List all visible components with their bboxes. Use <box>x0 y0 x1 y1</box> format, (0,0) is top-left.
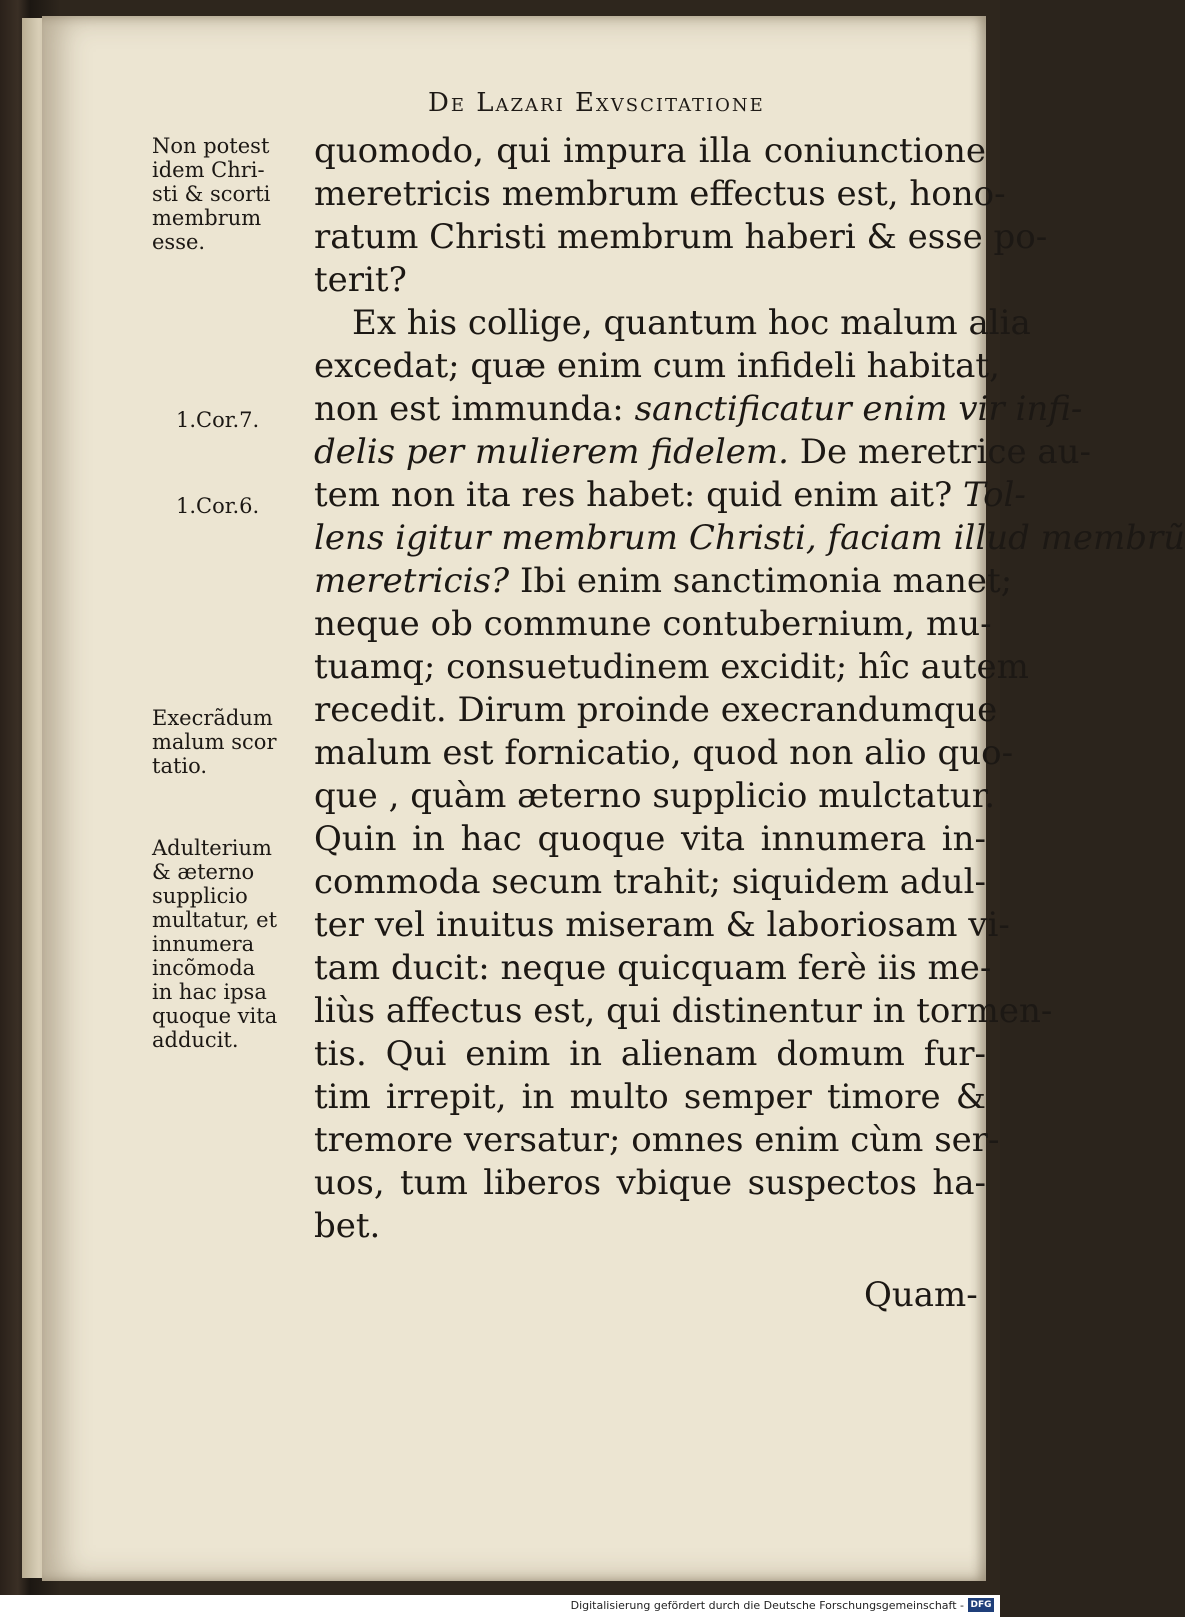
text-line: que , quàm æterno supplicio mulctatur. <box>314 776 996 816</box>
text-line: Quin in hac quoque vita innumera in- <box>314 819 986 859</box>
margin-line: multatur, et <box>152 908 278 932</box>
text-line: bet. <box>314 1206 381 1246</box>
text-span: De meretrice au- <box>799 432 1092 472</box>
text-line <box>314 560 1013 603</box>
margin-line: membrum <box>152 206 262 230</box>
margin-line: tatio. <box>152 754 208 778</box>
text-line: terit? <box>314 260 407 300</box>
margin-note-2 <box>152 706 312 778</box>
running-head: De Lazari Exvscitatione <box>428 88 765 118</box>
text-line: Ex his collige, quantum hoc malum alia <box>352 303 1031 343</box>
text-line <box>314 431 1092 474</box>
text-line: malum est fornicatio, quod non alio quo- <box>314 733 1014 773</box>
margin-line: innumera <box>152 932 255 956</box>
scripture-quote: delis per mulierem fidelem. <box>314 432 789 472</box>
text-line: uos, tum liberos vbique suspectos ha- <box>314 1163 986 1203</box>
text-line: tuamq; consuetudinem excidit; hîc autem <box>314 647 1029 687</box>
margin-line: malum scor <box>152 730 277 754</box>
scripture-quote: Tol- <box>963 475 1026 515</box>
text-line: tis. Qui enim in alienam domum fur- <box>314 1034 986 1074</box>
footer-credit: Digitalisierung gefördert durch die Deutsche Forschungsgemeinschaft - <box>570 1599 964 1612</box>
margin-line: in hac ipsa <box>152 980 267 1004</box>
text-span: non est immunda: <box>314 389 624 429</box>
margin-line: 1.Cor.7. <box>176 408 260 432</box>
text-line: tam ducit: neque quicquam ferè iis me- <box>314 948 992 988</box>
catchword: Quam- <box>864 1275 978 1315</box>
margin-note-3 <box>152 836 312 1052</box>
text-line: liùs affectus est, qui distinentur in tormen- <box>314 991 1053 1031</box>
margin-line: supplicio <box>152 884 248 908</box>
margin-line: & æterno <box>152 860 255 884</box>
margin-note-ref-1cor6 <box>176 494 336 518</box>
margin-note-ref-1cor7 <box>176 408 336 432</box>
text-line: ratum Christi membrum haberi & esse po- <box>314 217 1048 257</box>
text-line: meretricis membrum effectus est, hono- <box>314 174 1006 214</box>
text-line: quomodo, qui impura illa coniunctione <box>314 131 986 171</box>
margin-line: esse. <box>152 230 206 254</box>
dfg-logo: DFG <box>968 1598 994 1612</box>
text-line: commoda secum trahit; siquidem adul- <box>314 862 986 902</box>
text-line: recedit. Dirum proinde execrandumque <box>314 690 998 730</box>
text-line <box>314 474 1026 517</box>
margin-line: incõmoda <box>152 956 256 980</box>
text-line: excedat; quæ enim cum infideli habitat, <box>314 346 1000 386</box>
text-span: tem non ita res habet: quid enim ait? <box>314 475 953 515</box>
text-line: neque ob commune contubernium, mu- <box>314 604 992 644</box>
main-text-block <box>314 130 1185 1248</box>
text-line: ter vel inuitus miseram & laboriosam vi- <box>314 905 1010 945</box>
text-span: Ibi enim sanctimonia manet; <box>519 561 1013 601</box>
margin-line: 1.Cor.6. <box>176 494 260 518</box>
text-line: tim irrepit, in multo semper timore & <box>314 1077 986 1117</box>
text-line: tremore versatur; omnes enim cùm ser- <box>314 1120 1000 1160</box>
margin-line: idem Chri- <box>152 158 265 182</box>
footer-bar <box>0 1595 1000 1617</box>
margin-line: sti & scorti <box>152 182 271 206</box>
text-line <box>314 388 1083 431</box>
margin-line: quoque vita <box>152 1004 278 1028</box>
margin-line: Execrãdum <box>152 706 273 730</box>
margin-note-1 <box>152 134 312 254</box>
margin-line: Non potest <box>152 134 270 158</box>
scripture-quote: sanctificatur enim vir infi- <box>634 389 1083 429</box>
margin-line: Adulterium <box>152 836 272 860</box>
margin-line: adducit. <box>152 1028 239 1052</box>
scripture-quote: meretricis? <box>314 561 510 601</box>
text-line: lens igitur membrum Christi, faciam illud membrũ <box>314 518 1185 558</box>
